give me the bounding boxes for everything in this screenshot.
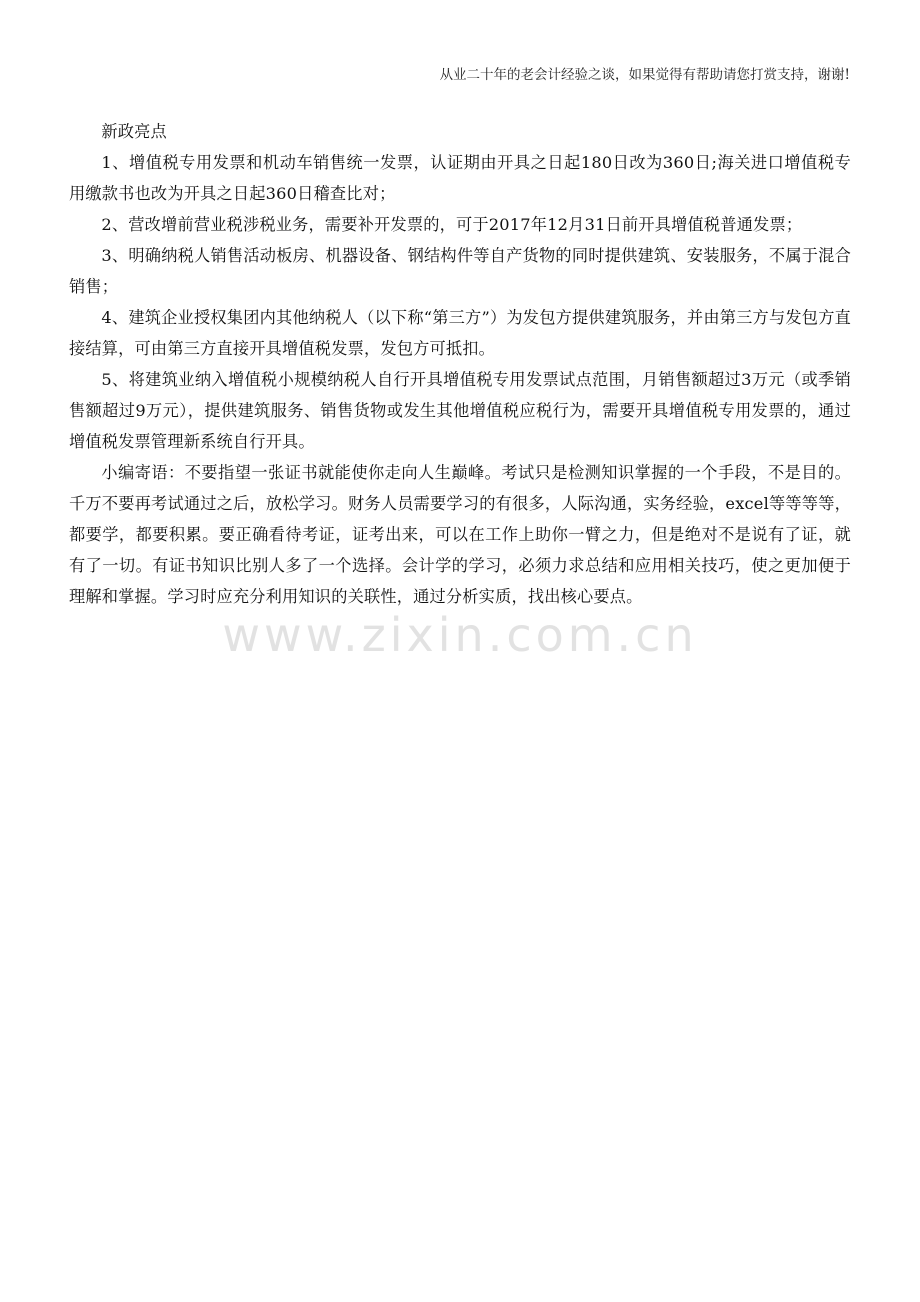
point-2: 2、营改增前营业税涉税业务，需要补开发票的，可于2017年12月31日前开具增值税普通发票； xyxy=(101,215,803,234)
point-1: 1、增值税专用发票和机动车销售统一发票，认证期由开具之日起180日改为360日;海关进口增值税专用缴款书也改为开具之日起360日稽查比对； xyxy=(69,153,851,203)
point-5: 5、将建筑业纳入增值税小规模纳税人自行开具增值税专用发票试点范围，月销售额超过3万元（或季销售额超过9万元），提供建筑服务、销售货物或发生其他增值税应税行为，需要开具增值税专用发票的，通过增值税发票管理新系统自行开具。 xyxy=(69,370,851,451)
point-3: 3、明确纳税人销售活动板房、机器设备、钢结构件等自产货物的同时提供建筑、安装服务，不属于混合销售； xyxy=(69,246,851,296)
header-note: 从业二十年的老会计经验之谈，如果觉得有帮助请您打赏支持，谢谢! xyxy=(439,67,850,83)
article-title: 新政亮点 xyxy=(101,122,167,141)
article-body xyxy=(69,116,851,612)
watermark: www.zixin.com.cn xyxy=(222,608,698,662)
point-4: 4、建筑企业授权集团内其他纳税人（以下称“第三方”）为发包方提供建筑服务，并由第三方与发包方直接结算，可由第三方直接开具增值税发票，发包方可抵扣。 xyxy=(69,308,851,358)
closing-note: 小编寄语：不要指望一张证书就能使你走向人生巅峰。考试只是检测知识掌握的一个手段，不是目的。千万不要再考试通过之后，放松学习。财务人员需要学习的有很多，人际沟通，实务经验，excel等等等等，都要学，都要积累。要正确看待考证，证考出来，可以在工作上助你一臂之力，但是绝对不是说有了证，就有了一切。有证书知识比别人多了一个选择。会计学的学习，必须力求总结和应用相关技巧，使之更加便于理解和掌握。学习时应充分利用知识的关联性，通过分析实质，找出核心要点。 xyxy=(69,463,851,606)
